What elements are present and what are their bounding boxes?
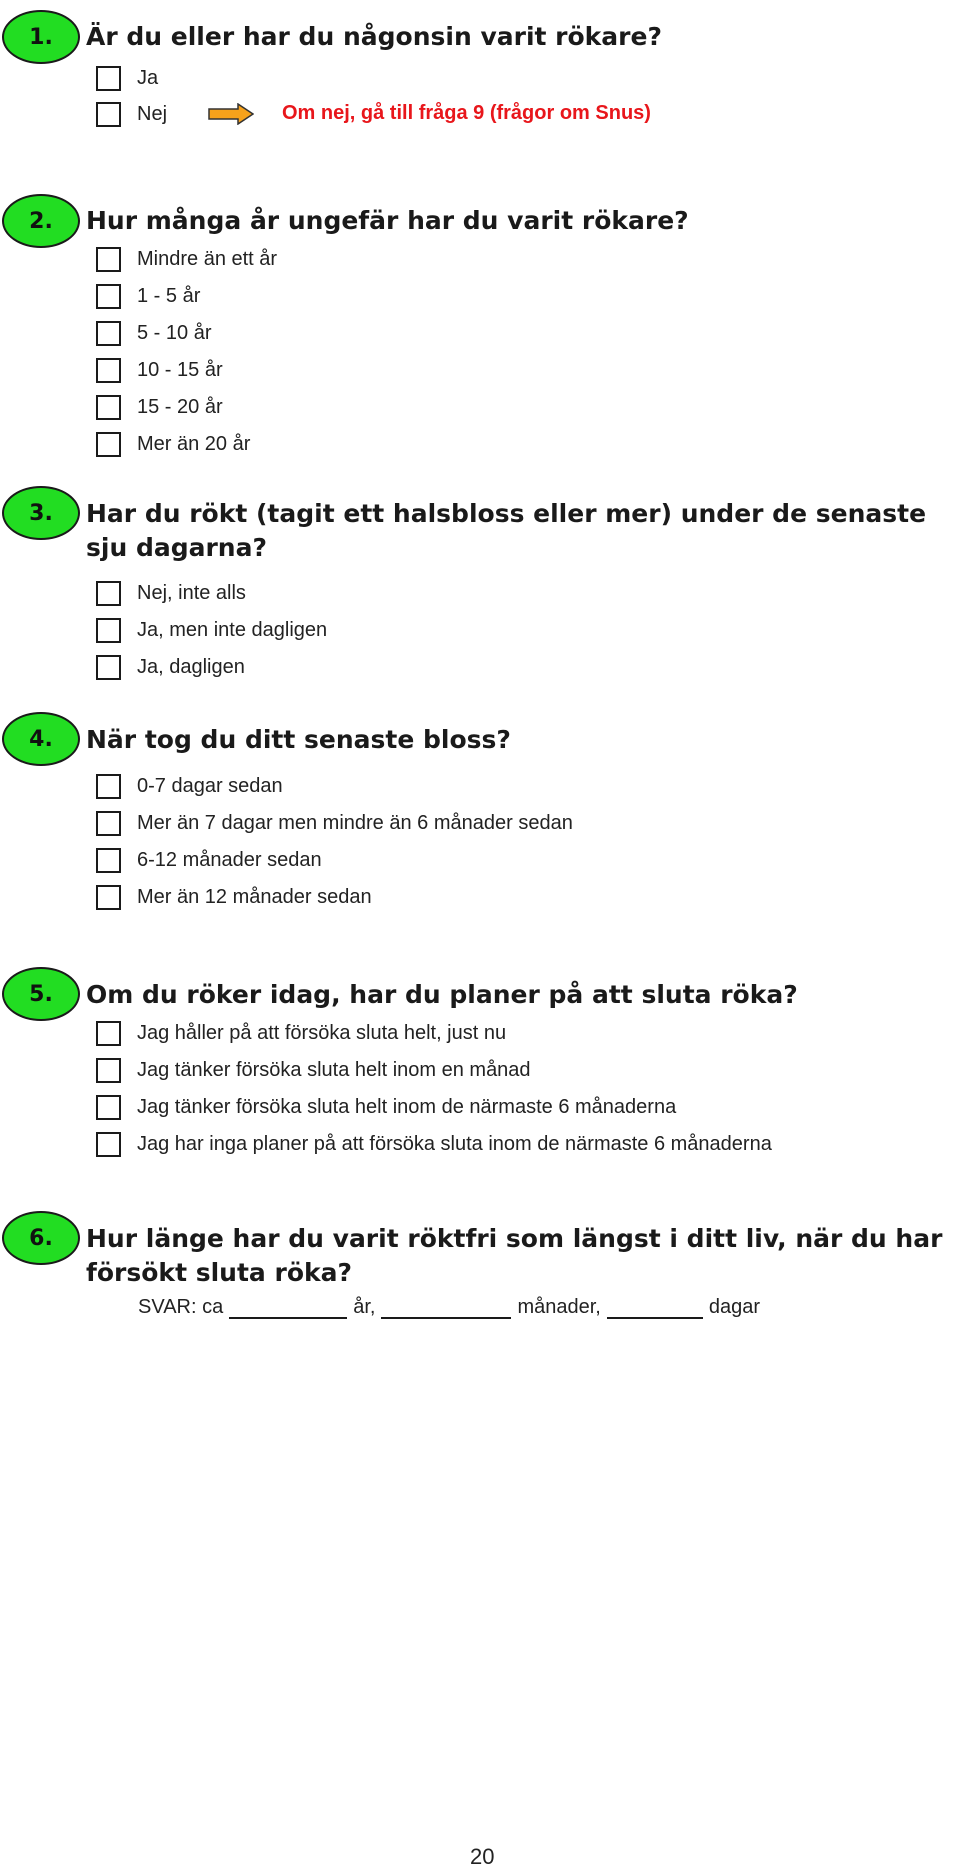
checkbox[interactable] [96, 774, 121, 799]
option[interactable] [96, 282, 200, 310]
option[interactable] [96, 653, 245, 681]
option-label: 6-12 månader sedan [137, 848, 322, 871]
checkbox[interactable] [96, 885, 121, 910]
option-label: 5 - 10 år [137, 321, 212, 344]
option-label: Mer än 12 månader sedan [137, 885, 372, 908]
option-label: 1 - 5 år [137, 284, 201, 307]
checkbox[interactable] [96, 1021, 121, 1046]
skip-instruction: Om nej, gå till fråga 9 (frågor om Snus) [282, 102, 651, 124]
days-unit: dagar [708, 1296, 761, 1318]
option[interactable] [96, 1056, 531, 1084]
checkbox[interactable] [96, 321, 121, 346]
checkbox[interactable] [96, 848, 121, 873]
option[interactable] [96, 430, 250, 458]
checkbox[interactable] [96, 811, 121, 836]
option[interactable] [96, 245, 277, 273]
option-label: Ja, dagligen [137, 655, 245, 678]
answer-line [138, 1296, 760, 1319]
option-label: Nej [137, 102, 168, 125]
option[interactable] [96, 1093, 676, 1121]
option[interactable] [96, 393, 223, 421]
checkbox[interactable] [96, 432, 121, 457]
checkbox[interactable] [96, 655, 121, 680]
option-label: Jag tänker försöka sluta helt inom de närmaste 6 månaderna [137, 1095, 677, 1118]
option-label: 0-7 dagar sedan [137, 774, 283, 797]
option-nej[interactable] [96, 100, 167, 128]
months-unit: månader, [517, 1296, 601, 1318]
option-label: Ja [137, 66, 159, 89]
years-input[interactable] [229, 1297, 347, 1319]
option-label: Ja, men inte dagligen [137, 618, 328, 641]
question-text: Har du rökt (tagit ett halsbloss eller mer) under de senaste sju dagarna? [86, 499, 927, 562]
question-text: Hur många år ungefär har du varit rökare? [86, 206, 689, 235]
option[interactable] [96, 883, 372, 911]
checkbox[interactable] [96, 247, 121, 272]
option-label: Mer än 7 dagar men mindre än 6 månader sedan [137, 811, 573, 834]
option[interactable] [96, 772, 283, 800]
question-number-badge: 5. [2, 967, 80, 1021]
question-text: Är du eller har du någonsin varit rökare? [86, 22, 662, 51]
page-number: 20 [470, 1844, 495, 1869]
option-label: 15 - 20 år [137, 395, 223, 418]
option[interactable] [96, 809, 573, 837]
years-unit: år, [353, 1296, 376, 1318]
option-label: 10 - 15 år [137, 358, 223, 381]
checkbox[interactable] [96, 1095, 121, 1120]
checkbox[interactable] [96, 1058, 121, 1083]
checkbox[interactable] [96, 581, 121, 606]
option-label: Jag håller på att försöka sluta helt, just nu [137, 1021, 507, 1044]
option-label: Mer än 20 år [137, 432, 251, 455]
question-number-badge: 2. [2, 194, 80, 248]
question-text: När tog du ditt senaste bloss? [86, 725, 511, 754]
option-label: Jag tänker försöka sluta helt inom en månad [137, 1058, 531, 1081]
checkbox[interactable] [96, 1132, 121, 1157]
option-label: Mindre än ett år [137, 247, 278, 270]
option[interactable] [96, 1130, 772, 1158]
months-input[interactable] [381, 1297, 511, 1319]
question-number-badge: 3. [2, 486, 80, 540]
option-label: Nej, inte alls [137, 581, 246, 604]
answer-prefix: SVAR: ca [138, 1296, 224, 1318]
checkbox[interactable] [96, 618, 121, 643]
option[interactable] [96, 1019, 506, 1047]
question-number-badge: 4. [2, 712, 80, 766]
question-number-badge: 1. [2, 10, 80, 64]
option[interactable] [96, 319, 211, 347]
checkbox[interactable] [96, 358, 121, 383]
option-label: Jag har inga planer på att försöka sluta inom de närmaste 6 månaderna [137, 1132, 772, 1155]
option[interactable] [96, 356, 223, 384]
checkbox[interactable] [96, 102, 121, 127]
checkbox[interactable] [96, 66, 121, 91]
option-ja[interactable] [96, 64, 158, 92]
option[interactable] [96, 846, 322, 874]
question-text: Om du röker idag, har du planer på att sluta röka? [86, 980, 798, 1009]
question-text: Hur länge har du varit röktfri som längst i ditt liv, när du har försökt sluta röka? [86, 1224, 943, 1287]
checkbox[interactable] [96, 284, 121, 309]
question-number-badge: 6. [2, 1211, 80, 1265]
option[interactable] [96, 579, 246, 607]
arrow-right-icon [208, 103, 254, 125]
checkbox[interactable] [96, 395, 121, 420]
days-input[interactable] [607, 1297, 703, 1319]
option[interactable] [96, 616, 327, 644]
